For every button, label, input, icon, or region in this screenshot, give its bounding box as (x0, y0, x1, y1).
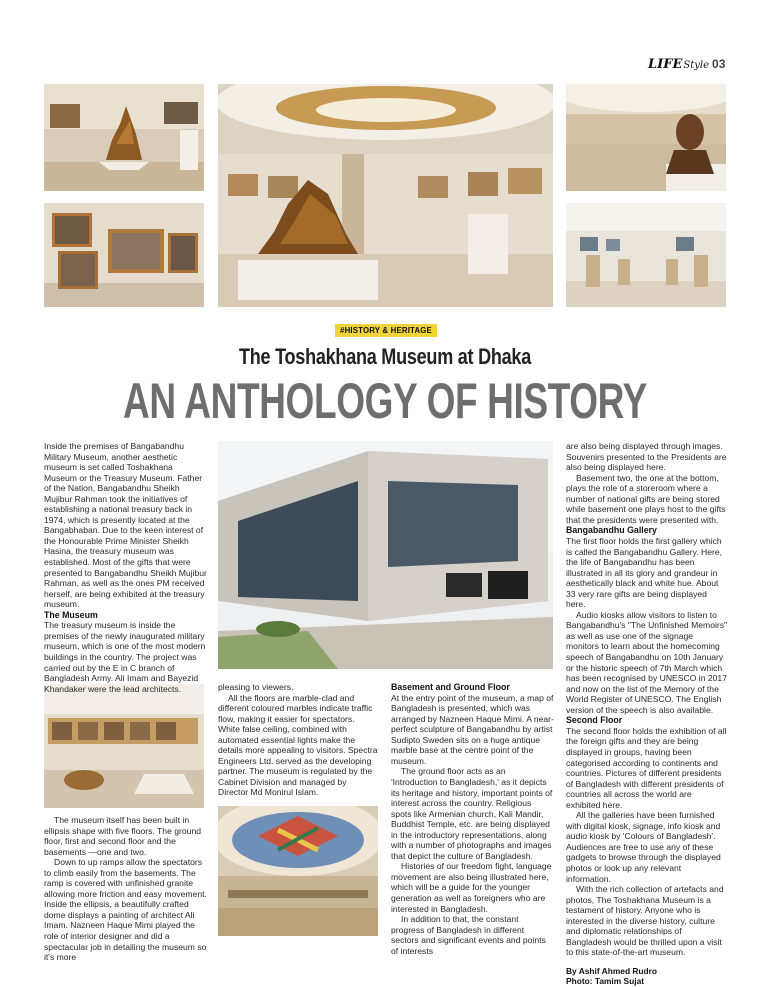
col4-paragraph-4: Audio kiosks allow visitors to listen to Bangabandhu's "The Unfinished Memoirs" as well as use one of the signage monitors to learn about the homecoming speech of Bangabandhu on 10th January or the historic speech of 7th March which has been recognised by UNESCO in 2017 and now on the list of the Memory of the World Register of UNESCO. The English version of the speech is also available. (566, 609, 728, 715)
article-column-2 (218, 682, 378, 798)
heading-second-floor: Second Floor (566, 715, 623, 726)
col4-paragraph-2: Basement two, the one at the bottom, plays the role of a storeroom where a number of national gifts are being stored while basement one plays host to the gifts that the presidents were presented with. (566, 472, 726, 525)
photo-gifts-gallery (44, 684, 204, 808)
photo-painting-gallery (44, 203, 204, 307)
museum-paragraph-1: The treasury museum is inside the premises of the newly inaugurated military museum, which is one of the most modern buildings in the country. The project was carried out by the E in C branch of Bangladesh Army. Ali Imam and Bayezid Khandaker were the lead architects. (44, 620, 206, 694)
article-column-4 (566, 441, 728, 987)
heading-basement-ground-floor: Basement and Ground Floor (391, 682, 510, 692)
col2-paragraph-2: All the floors are marble-clad and different coloured marbles indicate traffic flow, making it easier for spectators. White false ceiling, combined with automated essential lights make the details more appealing to visitors. Spectra Engineers Ltd. served as the developing partner. The museum is regulated by the Cabinet Division and managed by Director Md Monirul Islam. (218, 692, 378, 798)
magazine-logo (648, 56, 725, 72)
col4-paragraph-6: All the galleries have been furnished with digital kiosk, signage, info kiosk and audio kiosk by 'Colours of Bangladesh'. Audiences are free to use any of these gadgets to browse through the displayed photos or look up any relevant information. (566, 810, 721, 884)
logo-life: LIFE (648, 57, 683, 72)
photo-dome-painting (218, 806, 378, 936)
col4-paragraph-5: The second floor holds the exhibition of all the foreign gifts and they are being displayed in groups, having been categorised according to continents and countries. Pictures of different presidents of Bangladesh with different presidents of countries all across the world are exhibited here. (566, 725, 727, 810)
museum-paragraph-2: The museum itself has been built in ellipsis shape with five floors. The ground floor, first and second floor and the basements —one and two. (44, 815, 201, 857)
article-subtitle: The Toshakhana Museum at Dhaka (238, 344, 532, 369)
col4-paragraph-1: are also being displayed through images. Souvenirs presented to the Presidents are also being displayed here. (566, 441, 727, 473)
heading-the-museum: The Museum (44, 609, 98, 620)
col2-paragraph-1: pleasing to viewers. (218, 682, 294, 692)
photo-boat-sculpture-gallery (44, 84, 204, 191)
col3-paragraph-3: Histories of our freedom fight, language movement are also being illustrated here, which will be a guide for the younger generation as well as foreigners who are interested in Bangladesh. (391, 861, 552, 914)
museum-paragraph-3: Down to up ramps allow the spectators to climb easily from the basements. The ramp is covered with unfinished granite allowing more friction and easy movement. Inside the ellipsis, a beautifully crafted dome displays a painting of architect Ali Imam. Nazneen Haque Mimi played the role of interior designer and did a spectacular job in detailing the museum so it's more (44, 857, 207, 963)
heading-bangabandhu-gallery: Bangabandhu Gallery (566, 525, 657, 536)
photo-kiosk-gallery (566, 203, 726, 307)
col3-paragraph-4: In addition to that, the constant progress of Bangladesh in different sectors and significant events and points of interests (391, 914, 546, 956)
col3-paragraph-2: The ground floor acts as an 'Introduction to Bangladesh,' as it depicts its heritage and history, important points of interest across the country. Religious spots like Armenian church, Kali Mandir, Buddhist Temple, etc. are being displayed in the introductory representations, along with a number of photographs and images that depict the culture of Bangladesh. (391, 766, 553, 861)
article-title: AN ANTHOLOGY OF HISTORY (123, 373, 647, 429)
col4-paragraph-3: The first floor holds the first gallery which is called the Bangabandhu Gallery. Here, the life of Bangabandhu has been illustrated in all its glory and grandeur in aesthetically black and white hue. About 33 very rare gifts are being displayed here. (566, 535, 723, 610)
byline: By Ashif Ahmed Rudro (566, 965, 658, 976)
intro-paragraph: Inside the premises of Bangabandhu Military Museum, another aesthetic museum is set called Toshakhana Museum or the Treasury Museum. Father of the Nation, Bangabandhu Sheikh Mujibur Rahman took the initiatives of establishing a national treasury back in 1974, which is presently located at the Bangabhaban. Due to the keen interest of the Honourable Prime Minister Sheikh Hasina, the treasury museum was established. Most of the gifts that were presented to Bangabandhu Sheikh Mujibur Rahman, as well as the ones PM received herself, are being exhibited at the treasury museum. (44, 441, 207, 610)
logo-style: Style (683, 60, 710, 71)
photo-credit: Photo: Tamim Sujat (566, 976, 645, 987)
page-number: 03 (712, 57, 726, 71)
col4-paragraph-7: With the rich collection of artefacts and photos, The Toshakhana Museum is a testament of history. Anyone who is interested in the diverse history, culture and diplomatic relationships of Bangladesh would be thrilled upon a visit to this state-of-the-art museum. (566, 884, 724, 958)
category-tag: #HISTORY & HERITAGE (335, 324, 437, 337)
article-column-1 (44, 441, 207, 694)
photo-museum-hall-ship (218, 84, 553, 307)
photo-museum-building (218, 441, 553, 669)
article-column-3 (391, 682, 554, 956)
article-column-1-lower (44, 815, 207, 963)
photo-bust-sculpture (566, 84, 726, 191)
col3-paragraph-1: At the entry point of the museum, a map of Bangladesh is presented, which was arranged by Nazneen Haque Mimi. A near-perfect sculpture of Bangabandhu by artist Sudipto Sweden sits on a huge antique marble base at the centre point of the museum. (391, 692, 554, 766)
